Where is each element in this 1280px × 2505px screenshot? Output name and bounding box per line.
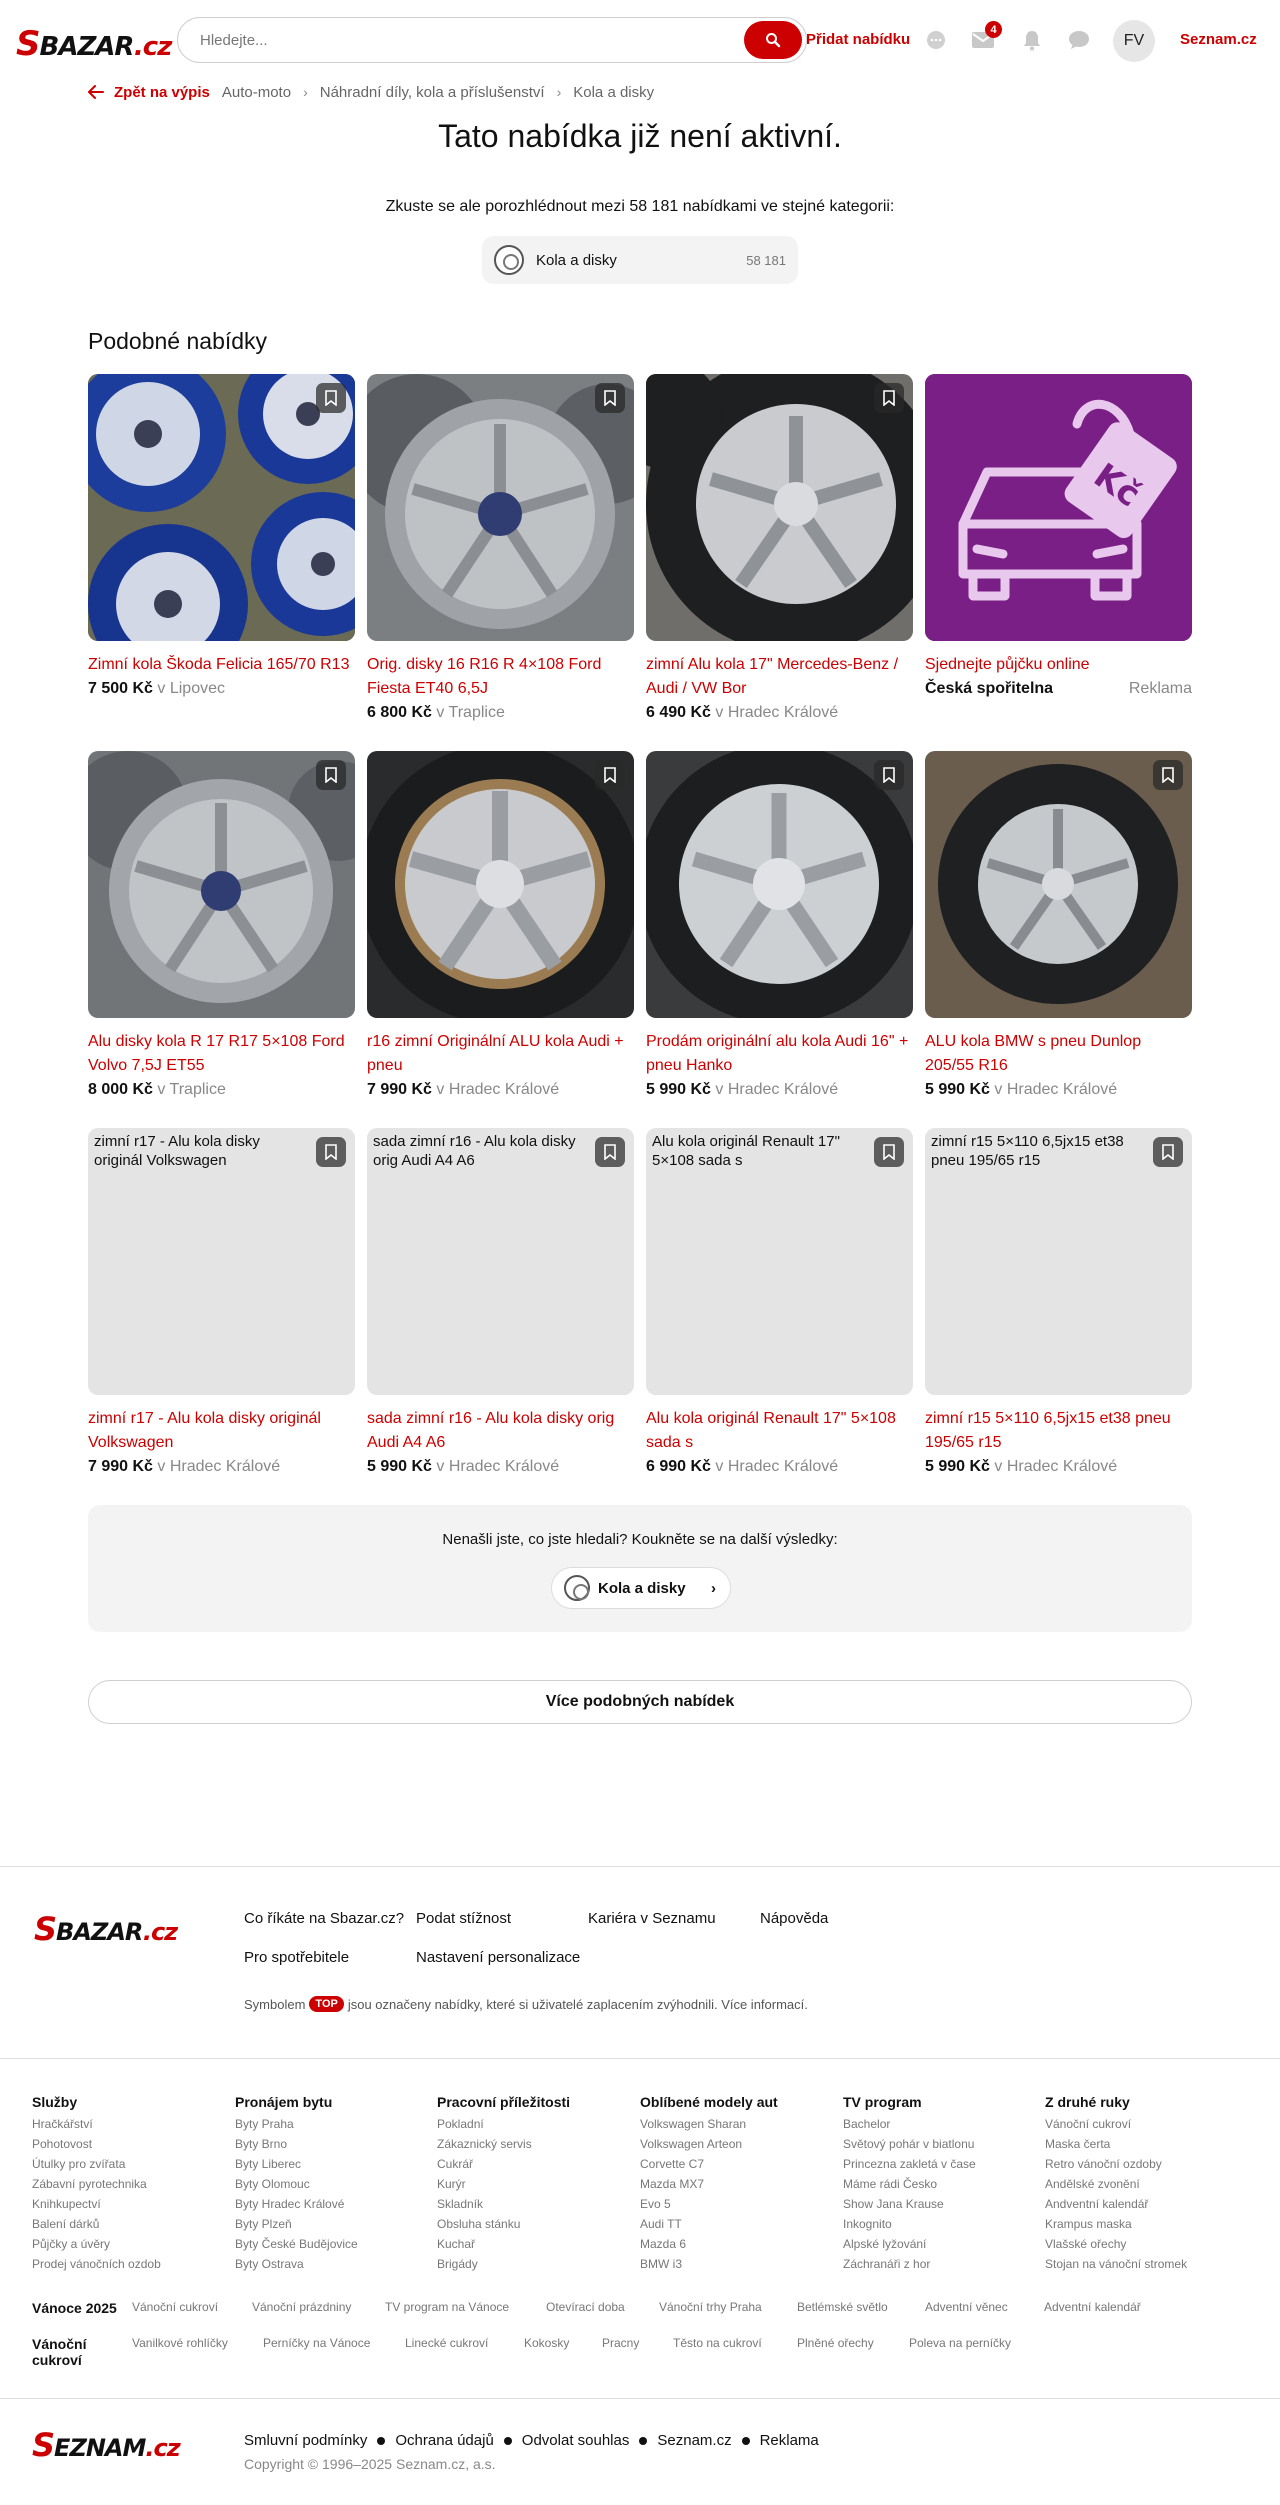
footer-col-link[interactable]: Byty Ostrava	[235, 2257, 304, 2271]
footer-divider	[0, 1866, 1280, 1867]
footer-col-link[interactable]: Obsluha stánku	[437, 2217, 521, 2231]
svg-text:Kč: Kč	[1086, 455, 1148, 516]
footer-link-complaint[interactable]: Podat stížnost	[416, 1910, 512, 1927]
offer-title[interactable]: Zimní kola Škoda Felicia 165/70 R13	[88, 656, 350, 673]
offer-title[interactable]: zimní r17 - Alu kola disky originál Volkswagen	[88, 1410, 321, 1451]
footer-col-link[interactable]: Kuchař	[437, 2237, 476, 2251]
footer-col-link[interactable]: Corvette C7	[640, 2157, 705, 2171]
bookmark-icon[interactable]	[316, 1137, 346, 1167]
footer-row-link[interactable]: Perníčky na Vánoce	[263, 2336, 371, 2350]
footer-col-link[interactable]: Byty Olomouc	[235, 2177, 310, 2191]
search-button[interactable]	[744, 21, 802, 59]
offer-meta: 6 800 Kč v Traplice	[367, 704, 505, 721]
footer-divider	[0, 2058, 1280, 2059]
offer-meta: 5 990 Kč v Hradec Králové	[646, 1081, 839, 1098]
footer-col-link[interactable]: Volkswagen Sharan	[640, 2117, 747, 2131]
footer-col-link[interactable]: Mazda MX7	[640, 2177, 705, 2191]
footer-row-link[interactable]: Adventní věnec	[925, 2300, 1008, 2314]
footer-column-second-hand: Z druhé ruky Vánoční cukroví Maska čerta Retro vánoční ozdoby Andělské zvonění Andventní kalendář Krampus maska Vlašské ořechy Stojan na vánoční stromek	[1045, 2094, 1245, 2274]
offer-image	[646, 751, 913, 1018]
footer-col-link[interactable]: Andělské zvonění	[1045, 2177, 1140, 2191]
footer-col-link[interactable]: Zábavní pyrotechnika	[32, 2177, 147, 2191]
offer-card[interactable]	[88, 751, 355, 1102]
inactive-offer-title: Tato nabídka již není aktivní.	[438, 118, 842, 154]
legal-link-revoke-consent[interactable]: Odvolat souhlas	[521, 2432, 630, 2449]
bookmark-icon[interactable]	[316, 383, 346, 413]
footer-col-link[interactable]: Byty Brno	[235, 2137, 288, 2151]
offer-meta: 7 990 Kč v Hradec Králové	[88, 1458, 281, 1475]
more-results-category-button[interactable]: Kola a disky ›	[551, 1567, 731, 1609]
legal-link-advertising[interactable]: Reklama	[759, 2432, 819, 2449]
footer-col-link[interactable]: Útulky pro zvířata	[32, 2157, 126, 2171]
mail-icon[interactable]	[970, 23, 997, 53]
offer-title[interactable]: Orig. disky 16 R16 R 4×108 Ford Fiesta ET40 6,5J	[367, 656, 602, 697]
footer-row-link[interactable]: Vánoční cukroví	[132, 2300, 219, 2314]
offer-image	[88, 751, 355, 1018]
offer-meta: 5 990 Kč v Hradec Králové	[925, 1458, 1118, 1475]
offer-title[interactable]: ALU kola BMW s pneu Dunlop 205/55 R16	[925, 1033, 1142, 1074]
footer-link-help[interactable]: Nápověda	[760, 1910, 829, 1927]
footer-row-link[interactable]: Poleva na perníčky	[909, 2336, 1012, 2350]
footer-link-feedback[interactable]: Co říkáte na Sbazar.cz?	[244, 1910, 405, 1927]
footer-col-link[interactable]: Balení dárků	[32, 2217, 100, 2231]
wheel-icon	[564, 1575, 590, 1601]
bell-icon[interactable]	[1019, 27, 1045, 53]
footer-col-link[interactable]: Byty České Budějovice	[235, 2237, 358, 2251]
bookmark-icon[interactable]	[874, 760, 904, 790]
seznam-logo[interactable]: SEZNAM.cz	[32, 2426, 180, 2464]
footer-col-link[interactable]: Pokladní	[437, 2117, 484, 2131]
category-count: 58 181	[746, 252, 786, 268]
footer-col-link[interactable]: Andventní kalendář	[1045, 2197, 1149, 2211]
separator-dot	[639, 2437, 647, 2445]
offer-image-placeholder	[367, 1128, 634, 1395]
bookmark-icon[interactable]	[1153, 1137, 1183, 1167]
footer-col-link[interactable]: BMW i3	[640, 2257, 682, 2271]
footer-row-title: Vánoční cukroví	[32, 2336, 87, 2368]
footer-row-link[interactable]: Těsto na cukroví	[673, 2336, 762, 2350]
offer-title[interactable]: Alu kola originál Renault 17" 5×108 sada s	[646, 1410, 896, 1451]
more-results-question: Nenašli jste, co jste hledali? Koukněte se na další výsledky:	[442, 1531, 838, 1548]
footer-sbazar-logo[interactable]: SBAZAR.cz	[34, 1910, 178, 1948]
offer-card[interactable]	[367, 1128, 634, 1479]
footer-row-cookies	[32, 2336, 1252, 2376]
legal-link-seznam[interactable]: Seznam.cz	[657, 2432, 732, 2449]
image-alt-text: zimní r15 5×110 6,5jx15 et38 pneu 195/65 r15	[931, 1133, 1124, 1169]
footer-col-link[interactable]: Byty Plzeň	[235, 2217, 292, 2231]
bookmark-icon[interactable]	[1153, 760, 1183, 790]
ad-label: Reklama	[1128, 680, 1192, 697]
footer-col-link[interactable]: Maska čerta	[1045, 2137, 1111, 2151]
bookmark-icon[interactable]	[595, 1137, 625, 1167]
footer-col-link[interactable]: Byty Liberec	[235, 2157, 302, 2171]
search-icon	[765, 32, 781, 48]
bookmark-icon[interactable]	[874, 383, 904, 413]
offer-image-placeholder	[646, 1128, 913, 1395]
breadcrumb-item-auto-moto[interactable]: Auto-moto	[221, 83, 292, 101]
footer-row-link[interactable]: Adventní kalendář	[1044, 2300, 1141, 2314]
bookmark-icon[interactable]	[316, 760, 346, 790]
footer-col-link[interactable]: Evo 5	[640, 2197, 671, 2211]
chevron-right-icon: ›	[303, 84, 308, 100]
footer-column-rent: Pronájem bytu Byty Praha Byty Brno Byty Liberec Byty Olomouc Byty Hradec Králové Byty Plzeň Byty České Budějovice Byty Ostrava	[235, 2094, 435, 2274]
footer-col-link[interactable]: Bachelor	[843, 2117, 891, 2131]
search-input[interactable]	[200, 28, 700, 52]
offer-image	[88, 374, 355, 641]
footer-column-jobs: Pracovní příležitosti Pokladní Zákaznický servis Cukrář Kurýr Skladník Obsluha stánku Kuchař Brigády	[437, 2094, 637, 2274]
legal-link-privacy[interactable]: Ochrana údajů	[395, 2432, 494, 2449]
ad-title[interactable]: Sjednejte půjčku online	[925, 656, 1090, 673]
offer-meta: 8 000 Kč v Traplice	[88, 1081, 226, 1098]
footer-link-personalization[interactable]: Nastavení personalizace	[416, 1949, 581, 1966]
footer-col-link[interactable]: Stojan na vánoční stromek	[1045, 2257, 1188, 2271]
bookmark-icon[interactable]	[595, 760, 625, 790]
legal-link-terms[interactable]: Smluvní podmínky	[244, 2432, 368, 2449]
offer-card[interactable]	[925, 1128, 1192, 1479]
footer-col-link[interactable]: Vlašské ořechy	[1045, 2237, 1127, 2251]
footer-link-career[interactable]: Kariéra v Seznamu	[588, 1910, 716, 1927]
footer-col-link[interactable]: Mazda 6	[640, 2237, 687, 2251]
header	[0, 0, 1280, 82]
offer-image-placeholder	[925, 1128, 1192, 1395]
image-alt-text: Alu kola originál Renault 17" 5×108 sada s	[652, 1133, 840, 1169]
offer-image-placeholder	[88, 1128, 355, 1395]
offer-card[interactable]	[88, 1128, 355, 1479]
image-alt-text: zimní r17 - Alu kola disky originál Volkswagen	[94, 1133, 260, 1169]
offer-meta: 6 990 Kč v Hradec Králové	[646, 1458, 839, 1475]
offer-image	[925, 751, 1192, 1018]
footer-column-tv: TV program Bachelor Světový pohár v biatlonu Princezna zakletá v čase Máme rádi Česko Show Jana Krause Inkognito Alpské lyžování Záchranáři z hor	[843, 2094, 1043, 2274]
footer-col-link[interactable]: Prodej vánočních ozdob	[32, 2257, 161, 2271]
footer-row-link[interactable]: Vánoční trhy Praha	[659, 2300, 762, 2314]
footer-row-link[interactable]: Vánoční prázdniny	[252, 2300, 352, 2314]
offer-title[interactable]: zimní Alu kola 17" Mercedes-Benz / Audi / VW Bor	[646, 656, 899, 697]
separator-dot	[377, 2437, 385, 2445]
bookmark-icon[interactable]	[595, 383, 625, 413]
offer-title[interactable]: Alu disky kola R 17 R17 5×108 Ford Volvo 7,5J ET55	[88, 1033, 345, 1074]
breadcrumb	[88, 82, 654, 102]
separator-dot	[504, 2437, 512, 2445]
footer-col-link[interactable]: Knihkupectví	[32, 2197, 101, 2211]
chevron-right-icon: ›	[556, 84, 562, 100]
category-link[interactable]	[482, 236, 798, 284]
offer-image	[646, 374, 913, 641]
footer-col-link[interactable]: Cukrář	[437, 2157, 474, 2171]
footer-link-consumers[interactable]: Pro spotřebitele	[244, 1949, 350, 1966]
offer-card[interactable]	[367, 374, 634, 725]
footer-col-link[interactable]: Kurýr	[437, 2177, 466, 2191]
inactive-offer-subtitle: Zkuste se ale porozhlédnout mezi 58 181 nabídkami ve stejné kategorii:	[385, 198, 895, 215]
more-similar-offers-button[interactable]: Více podobných nabídek	[88, 1680, 1192, 1724]
footer-row-link[interactable]: Linecké cukroví	[405, 2336, 489, 2350]
footer-row-title: Vánoce 2025	[32, 2300, 117, 2316]
footer-col-link[interactable]: Princezna zakletá v čase	[843, 2157, 976, 2171]
footer-row-link[interactable]: Pracny	[602, 2336, 640, 2350]
footer-col-link[interactable]: Krampus maska	[1045, 2217, 1132, 2231]
footer-column-services: Služby Hračkářství Pohotovost Útulky pro zvířata Zábavní pyrotechnika Knihkupectví Balení dárků Půjčky a úvěry Prodej vánočních ozdob	[32, 2094, 232, 2274]
offer-title[interactable]: zimní r15 5×110 6,5jx15 et38 pneu 195/65 r15	[925, 1410, 1171, 1451]
back-to-list-link[interactable]: Zpět na výpis	[88, 84, 210, 101]
offer-card[interactable]	[646, 374, 913, 725]
footer-col-link[interactable]: Půjčky a úvěry	[32, 2237, 111, 2251]
seznam-link[interactable]: Seznam.cz	[1180, 31, 1257, 48]
legal-links	[244, 2432, 819, 2449]
footer-row-link[interactable]: Otevírací doba	[546, 2300, 625, 2314]
footer-col-link[interactable]: Zákaznický servis	[437, 2137, 532, 2151]
ad-image	[925, 374, 1192, 641]
offer-card[interactable]	[646, 751, 913, 1102]
offer-title[interactable]: sada zimní r16 - Alu kola disky orig Audi A4 A6	[367, 1410, 615, 1451]
offer-title[interactable]: Prodám originální alu kola Audi 16" + pneu Hanko	[646, 1033, 909, 1074]
offer-card[interactable]	[646, 1128, 913, 1479]
footer-col-link[interactable]: Byty Hradec Králové	[235, 2197, 345, 2211]
offer-meta: 5 990 Kč v Hradec Králové	[925, 1081, 1118, 1098]
similar-offers-title: Podobné nabídky	[88, 328, 268, 354]
offer-card[interactable]	[88, 374, 355, 701]
footer-col-link[interactable]: Brigády	[437, 2257, 478, 2271]
chevron-right-icon: ›	[711, 1579, 716, 1597]
footer-col-link[interactable]: Show Jana Krause	[843, 2197, 944, 2211]
wheel-icon	[494, 245, 524, 275]
offer-meta: 7 500 Kč v Lipovec	[88, 680, 225, 697]
mail-badge: 4	[985, 21, 1002, 38]
car-loan-icon	[925, 374, 1192, 641]
offer-meta: 6 490 Kč v Hradec Králové	[646, 704, 839, 721]
footer-col-link[interactable]: Inkognito	[843, 2217, 892, 2231]
footer-col-link[interactable]: Světový pohár v biatlonu	[843, 2137, 975, 2151]
footer-col-link[interactable]: Skladník	[437, 2197, 484, 2211]
ad-card[interactable]	[925, 374, 1192, 701]
footer-row-link[interactable]: Betlémské světlo	[797, 2300, 888, 2314]
top-symbol-note: Symbolem TOP jsou označeny nabídky, které si uživatelé zaplacením zvýhodnili. Více informací.	[244, 1996, 808, 2012]
sbazar-logo[interactable]: SBAZAR.cz	[16, 24, 172, 64]
footer-col-link[interactable]: Vánoční cukroví	[1045, 2117, 1132, 2131]
footer-col-link[interactable]: Byty Praha	[235, 2117, 294, 2131]
footer-row-christmas	[32, 2300, 1252, 2320]
footer-column-cars: Oblíbené modely aut Volkswagen Sharan Volkswagen Arteon Corvette C7 Mazda MX7 Evo 5 Audi TT Mazda 6 BMW i3	[640, 2094, 840, 2274]
top-badge: TOP	[309, 1996, 343, 2012]
footer-divider	[0, 2398, 1280, 2399]
footer-row-link[interactable]: Vanilkové rohlíčky	[132, 2336, 228, 2350]
search-bar	[177, 17, 807, 63]
footer-col-link[interactable]: Záchranáři z hor	[843, 2257, 931, 2271]
avatar[interactable]: FV	[1113, 20, 1155, 62]
footer-row-link[interactable]: Kokosky	[524, 2336, 570, 2350]
offer-title[interactable]: r16 zimní Originální ALU kola Audi + pneu	[367, 1033, 624, 1074]
arrow-left-icon	[88, 85, 104, 99]
footer-col-link[interactable]: Pohotovost	[32, 2137, 93, 2151]
breadcrumb-item-wheels[interactable]: Kola a disky	[573, 83, 655, 101]
footer-col-link[interactable]: Audi TT	[640, 2217, 682, 2231]
speech-bubble-icon[interactable]	[1066, 27, 1092, 53]
separator-dot	[742, 2437, 750, 2445]
add-offer-link[interactable]: Přidat nabídku	[806, 31, 911, 48]
offer-card[interactable]	[367, 751, 634, 1102]
footer-row-link[interactable]: TV program na Vánoce	[385, 2300, 510, 2314]
more-results-box	[88, 1505, 1192, 1632]
footer-col-link[interactable]: Máme rádi Česko	[843, 2177, 938, 2191]
ad-sponsor-row: Česká spořitelna Reklama	[925, 677, 1192, 701]
offer-image	[367, 751, 634, 1018]
footer-col-link[interactable]: Retro vánoční ozdoby	[1045, 2157, 1162, 2171]
chat-bubble-icon[interactable]	[923, 27, 949, 53]
footer-col-link[interactable]: Hračkářství	[32, 2117, 93, 2131]
offer-meta: 5 990 Kč v Hradec Králové	[367, 1458, 560, 1475]
copyright: Copyright © 1996–2025 Seznam.cz, a.s.	[244, 2456, 496, 2472]
offer-image	[367, 374, 634, 641]
image-alt-text: sada zimní r16 - Alu kola disky orig Audi A4 A6	[373, 1133, 576, 1169]
bookmark-icon[interactable]	[874, 1137, 904, 1167]
footer-col-link[interactable]: Alpské lyžování	[843, 2237, 927, 2251]
category-label: Kola a disky	[536, 251, 617, 269]
offer-card[interactable]	[925, 751, 1192, 1102]
offer-meta: 7 990 Kč v Hradec Králové	[367, 1081, 560, 1098]
footer-row-link[interactable]: Plněné ořechy	[797, 2336, 874, 2350]
breadcrumb-item-parts[interactable]: Náhradní díly, kola a příslušenství	[319, 83, 545, 101]
footer-col-link[interactable]: Volkswagen Arteon	[640, 2137, 743, 2151]
